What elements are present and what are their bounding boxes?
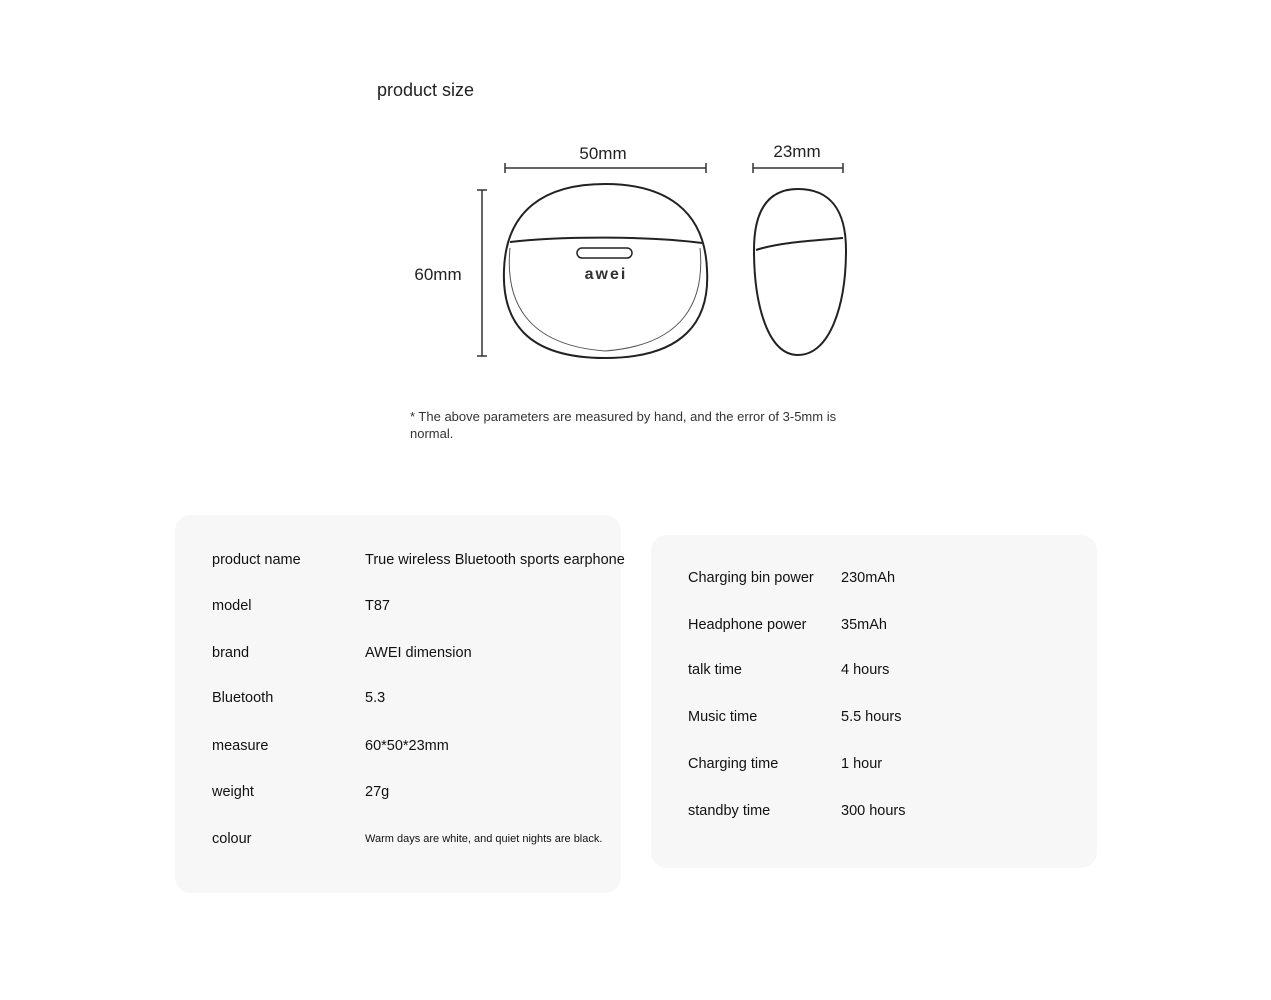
spec-row — [175, 552, 625, 576]
spec-value: 35mAh — [841, 617, 887, 633]
spec-label: product name — [212, 552, 301, 568]
width-label: 50mm — [579, 144, 627, 163]
spec-card-general — [175, 515, 625, 893]
width-dimension — [505, 144, 706, 173]
spec-row — [175, 738, 621, 762]
spec-value: AWEI dimension — [365, 645, 472, 661]
case-side-view — [754, 189, 846, 355]
height-dimension — [414, 190, 487, 356]
spec-label: talk time — [688, 662, 742, 678]
spec-label: brand — [212, 645, 250, 661]
spec-label: Music time — [688, 709, 758, 725]
measurement-note: * The above parameters are measured by hand, and the error of 3-5mm is normal. — [410, 409, 837, 441]
case-front-view — [504, 184, 707, 358]
spec-label: model — [212, 598, 252, 614]
spec-value: T87 — [365, 598, 390, 614]
spec-row — [175, 645, 621, 669]
spec-label: Charging time — [688, 756, 779, 772]
spec-value: 5.3 — [365, 690, 386, 706]
spec-label: Charging bin power — [688, 570, 814, 586]
awei-logo: awei — [584, 266, 628, 283]
spec-row — [175, 598, 621, 622]
spec-label: measure — [212, 738, 269, 754]
spec-value: 230mAh — [841, 570, 896, 586]
spec-label: colour — [212, 831, 252, 847]
depth-label: 23mm — [773, 142, 821, 161]
spec-row — [175, 831, 621, 855]
spec-row — [651, 709, 1097, 733]
spec-row — [175, 690, 621, 714]
spec-value: 60*50*23mm — [365, 738, 449, 754]
spec-label: Bluetooth — [212, 690, 274, 706]
spec-row — [175, 784, 621, 808]
spec-value: True wireless Bluetooth sports earphone — [365, 552, 625, 568]
spec-label: Headphone power — [688, 617, 807, 633]
spec-row — [651, 803, 1097, 827]
depth-dimension — [753, 142, 843, 173]
spec-row — [651, 570, 1097, 594]
spec-label: standby time — [688, 803, 771, 819]
spec-row — [651, 756, 1097, 780]
spec-row — [651, 662, 1097, 686]
height-label: 60mm — [414, 265, 462, 284]
spec-value: 4 hours — [841, 662, 890, 678]
spec-value: Warm days are white, and quiet nights are black. — [365, 833, 603, 845]
spec-row — [651, 617, 1097, 641]
spec-label: weight — [212, 784, 254, 800]
spec-value: 5.5 hours — [841, 709, 902, 725]
spec-value: 300 hours — [841, 803, 906, 819]
spec-value: 1 hour — [841, 756, 883, 772]
product-size-diagram — [400, 130, 860, 380]
spec-value: 27g — [365, 784, 390, 800]
page-title: product size — [377, 80, 475, 100]
spec-card-battery — [651, 535, 1097, 868]
